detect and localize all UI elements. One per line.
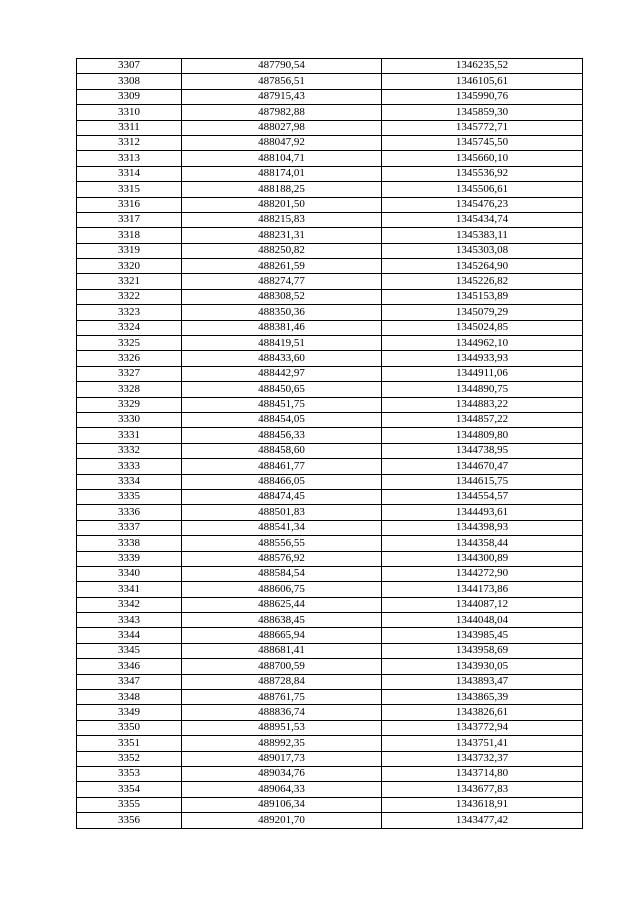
- x-coordinate-cell: 488027,98: [182, 120, 382, 135]
- x-coordinate-cell: 488584,54: [182, 566, 382, 581]
- x-coordinate-cell: 488728,84: [182, 674, 382, 689]
- x-coordinate-cell: 488381,46: [182, 320, 382, 335]
- x-coordinate-cell: 488625,44: [182, 597, 382, 612]
- point-number-cell: 3327: [77, 366, 182, 381]
- x-coordinate-cell: 488231,31: [182, 228, 382, 243]
- x-coordinate-cell: 488188,25: [182, 182, 382, 197]
- y-coordinate-cell: 1343958,69: [382, 643, 583, 658]
- x-coordinate-cell: 488433,60: [182, 351, 382, 366]
- table-row: [77, 428, 583, 443]
- x-coordinate-cell: 488606,75: [182, 582, 382, 597]
- point-number-cell: 3354: [77, 782, 182, 797]
- point-number-cell: 3356: [77, 813, 182, 828]
- table-row: [77, 243, 583, 258]
- point-number-cell: 3351: [77, 736, 182, 751]
- table-row: [77, 59, 583, 74]
- table-row: [77, 89, 583, 104]
- table-row: [77, 720, 583, 735]
- x-coordinate-cell: 488201,50: [182, 197, 382, 212]
- y-coordinate-cell: 1343772,94: [382, 720, 583, 735]
- x-coordinate-cell: 488466,05: [182, 474, 382, 489]
- y-coordinate-cell: 1343751,41: [382, 736, 583, 751]
- table-row: [77, 259, 583, 274]
- point-number-cell: 3338: [77, 536, 182, 551]
- y-coordinate-cell: 1344358,44: [382, 536, 583, 551]
- table-row: [77, 197, 583, 212]
- y-coordinate-cell: 1345303,08: [382, 243, 583, 258]
- point-number-cell: 3316: [77, 197, 182, 212]
- y-coordinate-cell: 1345079,29: [382, 305, 583, 320]
- y-coordinate-cell: 1344933,93: [382, 351, 583, 366]
- point-number-cell: 3325: [77, 336, 182, 351]
- point-number-cell: 3340: [77, 566, 182, 581]
- x-coordinate-cell: 488442,97: [182, 366, 382, 381]
- x-coordinate-cell: 489064,33: [182, 782, 382, 797]
- y-coordinate-cell: 1345772,71: [382, 120, 583, 135]
- y-coordinate-cell: 1344857,22: [382, 412, 583, 427]
- y-coordinate-cell: 1343677,83: [382, 782, 583, 797]
- y-coordinate-cell: 1345226,82: [382, 274, 583, 289]
- x-coordinate-cell: 488576,92: [182, 551, 382, 566]
- point-number-cell: 3332: [77, 443, 182, 458]
- y-coordinate-cell: 1345990,76: [382, 89, 583, 104]
- x-coordinate-cell: 488681,41: [182, 643, 382, 658]
- table-row: [77, 489, 583, 504]
- table-row: [77, 751, 583, 766]
- point-number-cell: 3341: [77, 582, 182, 597]
- point-number-cell: 3350: [77, 720, 182, 735]
- table-row: [77, 212, 583, 227]
- y-coordinate-cell: 1343732,37: [382, 751, 583, 766]
- table-row: [77, 474, 583, 489]
- point-number-cell: 3313: [77, 151, 182, 166]
- y-coordinate-cell: 1344809,80: [382, 428, 583, 443]
- table-row: [77, 705, 583, 720]
- x-coordinate-cell: 488665,94: [182, 628, 382, 643]
- table-row: [77, 536, 583, 551]
- x-coordinate-cell: 489017,73: [182, 751, 382, 766]
- table-row: [77, 336, 583, 351]
- y-coordinate-cell: 1343714,80: [382, 766, 583, 781]
- x-coordinate-cell: 489106,34: [182, 797, 382, 812]
- x-coordinate-cell: 488761,75: [182, 690, 382, 705]
- y-coordinate-cell: 1344554,57: [382, 489, 583, 504]
- point-number-cell: 3308: [77, 74, 182, 89]
- y-coordinate-cell: 1343865,39: [382, 690, 583, 705]
- point-number-cell: 3352: [77, 751, 182, 766]
- table-row: [77, 643, 583, 658]
- x-coordinate-cell: 488174,01: [182, 166, 382, 181]
- point-number-cell: 3324: [77, 320, 182, 335]
- x-coordinate-cell: 488556,55: [182, 536, 382, 551]
- y-coordinate-cell: 1344670,47: [382, 459, 583, 474]
- table-row: [77, 613, 583, 628]
- y-coordinate-cell: 1345383,11: [382, 228, 583, 243]
- x-coordinate-cell: 488215,83: [182, 212, 382, 227]
- point-number-cell: 3342: [77, 597, 182, 612]
- y-coordinate-cell: 1344890,75: [382, 382, 583, 397]
- y-coordinate-cell: 1344300,89: [382, 551, 583, 566]
- y-coordinate-cell: 1343826,61: [382, 705, 583, 720]
- table-row: [77, 105, 583, 120]
- table-row: [77, 582, 583, 597]
- y-coordinate-cell: 1345506,61: [382, 182, 583, 197]
- point-number-cell: 3339: [77, 551, 182, 566]
- y-coordinate-cell: 1344615,75: [382, 474, 583, 489]
- table-row: [77, 166, 583, 181]
- table-row: [77, 459, 583, 474]
- x-coordinate-cell: 488274,77: [182, 274, 382, 289]
- y-coordinate-cell: 1344272,90: [382, 566, 583, 581]
- point-number-cell: 3307: [77, 59, 182, 74]
- point-number-cell: 3344: [77, 628, 182, 643]
- x-coordinate-cell: 488047,92: [182, 135, 382, 150]
- table-row: [77, 797, 583, 812]
- point-number-cell: 3336: [77, 505, 182, 520]
- table-row: [77, 443, 583, 458]
- point-number-cell: 3334: [77, 474, 182, 489]
- y-coordinate-cell: 1343893,47: [382, 674, 583, 689]
- point-number-cell: 3319: [77, 243, 182, 258]
- y-coordinate-cell: 1345660,10: [382, 151, 583, 166]
- x-coordinate-cell: 488104,71: [182, 151, 382, 166]
- y-coordinate-cell: 1345476,23: [382, 197, 583, 212]
- table-row: [77, 182, 583, 197]
- y-coordinate-cell: 1344962,10: [382, 336, 583, 351]
- x-coordinate-cell: 488951,53: [182, 720, 382, 735]
- point-number-cell: 3355: [77, 797, 182, 812]
- x-coordinate-cell: 487856,51: [182, 74, 382, 89]
- y-coordinate-cell: 1344883,22: [382, 397, 583, 412]
- coordinates-table: [76, 58, 583, 829]
- x-coordinate-cell: 488638,45: [182, 613, 382, 628]
- table-row: [77, 674, 583, 689]
- table-row: [77, 690, 583, 705]
- point-number-cell: 3328: [77, 382, 182, 397]
- point-number-cell: 3337: [77, 520, 182, 535]
- point-number-cell: 3323: [77, 305, 182, 320]
- table-row: [77, 520, 583, 535]
- x-coordinate-cell: 487790,54: [182, 59, 382, 74]
- table-row: [77, 74, 583, 89]
- point-number-cell: 3320: [77, 259, 182, 274]
- point-number-cell: 3321: [77, 274, 182, 289]
- table-row: [77, 597, 583, 612]
- table-row: [77, 274, 583, 289]
- point-number-cell: 3315: [77, 182, 182, 197]
- y-coordinate-cell: 1344398,93: [382, 520, 583, 535]
- y-coordinate-cell: 1345745,50: [382, 135, 583, 150]
- table-row: [77, 736, 583, 751]
- table-row: [77, 505, 583, 520]
- table-row: [77, 151, 583, 166]
- y-coordinate-cell: 1344048,04: [382, 613, 583, 628]
- point-number-cell: 3346: [77, 659, 182, 674]
- x-coordinate-cell: 489201,70: [182, 813, 382, 828]
- point-number-cell: 3335: [77, 489, 182, 504]
- y-coordinate-cell: 1344911,06: [382, 366, 583, 381]
- point-number-cell: 3333: [77, 459, 182, 474]
- table-row: [77, 551, 583, 566]
- y-coordinate-cell: 1344738,95: [382, 443, 583, 458]
- y-coordinate-cell: 1344087,12: [382, 597, 583, 612]
- x-coordinate-cell: 488992,35: [182, 736, 382, 751]
- x-coordinate-cell: 488250,82: [182, 243, 382, 258]
- x-coordinate-cell: 488474,45: [182, 489, 382, 504]
- x-coordinate-cell: 488456,33: [182, 428, 382, 443]
- point-number-cell: 3317: [77, 212, 182, 227]
- y-coordinate-cell: 1345859,30: [382, 105, 583, 120]
- point-number-cell: 3330: [77, 412, 182, 427]
- point-number-cell: 3312: [77, 135, 182, 150]
- x-coordinate-cell: 488419,51: [182, 336, 382, 351]
- table-row: [77, 351, 583, 366]
- x-coordinate-cell: 488350,36: [182, 305, 382, 320]
- x-coordinate-cell: 488450,65: [182, 382, 382, 397]
- table-row: [77, 228, 583, 243]
- x-coordinate-cell: 487982,88: [182, 105, 382, 120]
- point-number-cell: 3311: [77, 120, 182, 135]
- point-number-cell: 3345: [77, 643, 182, 658]
- table-row: [77, 766, 583, 781]
- x-coordinate-cell: 488454,05: [182, 412, 382, 427]
- point-number-cell: 3343: [77, 613, 182, 628]
- y-coordinate-cell: 1346235,52: [382, 59, 583, 74]
- point-number-cell: 3348: [77, 690, 182, 705]
- table-row: [77, 120, 583, 135]
- y-coordinate-cell: 1344173,86: [382, 582, 583, 597]
- y-coordinate-cell: 1345434,74: [382, 212, 583, 227]
- point-number-cell: 3353: [77, 766, 182, 781]
- y-coordinate-cell: 1343930,05: [382, 659, 583, 674]
- point-number-cell: 3322: [77, 289, 182, 304]
- x-coordinate-cell: 487915,43: [182, 89, 382, 104]
- table-row: [77, 366, 583, 381]
- table-row: [77, 320, 583, 335]
- table-row: [77, 628, 583, 643]
- point-number-cell: 3347: [77, 674, 182, 689]
- point-number-cell: 3329: [77, 397, 182, 412]
- x-coordinate-cell: 488541,34: [182, 520, 382, 535]
- y-coordinate-cell: 1345536,92: [382, 166, 583, 181]
- x-coordinate-cell: 488700,59: [182, 659, 382, 674]
- coordinates-table-body: [77, 59, 583, 829]
- x-coordinate-cell: 488836,74: [182, 705, 382, 720]
- table-row: [77, 135, 583, 150]
- table-row: [77, 382, 583, 397]
- table-row: [77, 289, 583, 304]
- x-coordinate-cell: 488458,60: [182, 443, 382, 458]
- x-coordinate-cell: 489034,76: [182, 766, 382, 781]
- table-row: [77, 782, 583, 797]
- point-number-cell: 3349: [77, 705, 182, 720]
- x-coordinate-cell: 488461,77: [182, 459, 382, 474]
- point-number-cell: 3314: [77, 166, 182, 181]
- y-coordinate-cell: 1344493,61: [382, 505, 583, 520]
- table-row: [77, 412, 583, 427]
- y-coordinate-cell: 1345024,85: [382, 320, 583, 335]
- x-coordinate-cell: 488308,52: [182, 289, 382, 304]
- table-row: [77, 813, 583, 828]
- y-coordinate-cell: 1343618,91: [382, 797, 583, 812]
- table-row: [77, 659, 583, 674]
- point-number-cell: 3310: [77, 105, 182, 120]
- point-number-cell: 3326: [77, 351, 182, 366]
- y-coordinate-cell: 1343477,42: [382, 813, 583, 828]
- table-row: [77, 566, 583, 581]
- x-coordinate-cell: 488501,83: [182, 505, 382, 520]
- point-number-cell: 3318: [77, 228, 182, 243]
- y-coordinate-cell: 1345264,90: [382, 259, 583, 274]
- y-coordinate-cell: 1343985,45: [382, 628, 583, 643]
- x-coordinate-cell: 488261,59: [182, 259, 382, 274]
- table-row: [77, 397, 583, 412]
- y-coordinate-cell: 1346105,61: [382, 74, 583, 89]
- y-coordinate-cell: 1345153,89: [382, 289, 583, 304]
- x-coordinate-cell: 488451,75: [182, 397, 382, 412]
- point-number-cell: 3309: [77, 89, 182, 104]
- point-number-cell: 3331: [77, 428, 182, 443]
- table-row: [77, 305, 583, 320]
